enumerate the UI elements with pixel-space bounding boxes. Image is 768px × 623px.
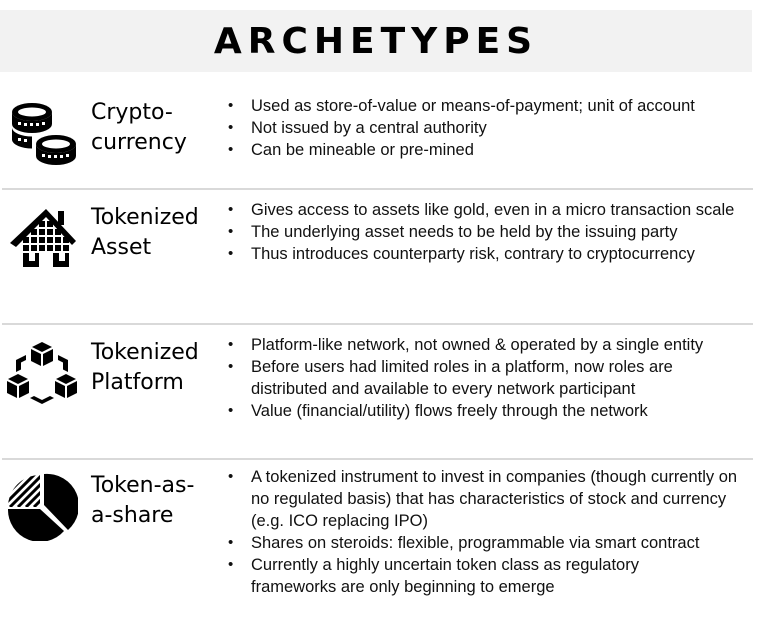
- cube-network-icon: [6, 336, 78, 408]
- bullet-item: • The underlying asset needs to be held by the issuing party: [228, 221, 768, 243]
- coins-stack-icon: [6, 98, 78, 170]
- archetype-title: [91, 471, 194, 531]
- bullet-item: • Not issued by a central authority: [228, 117, 768, 139]
- bullet-list: [228, 466, 763, 598]
- divider: [2, 188, 753, 190]
- title-line-1: Token-as-: [91, 473, 195, 498]
- page-title: ARCHETYPES: [213, 20, 539, 62]
- bullet-item: • Value (financial/utility) flows freely through the network: [228, 400, 738, 422]
- title-line-1: Tokenized: [91, 205, 199, 230]
- tokenized-house-icon: [6, 203, 78, 275]
- archetype-title: [91, 98, 187, 158]
- title-line-2: a-share: [91, 503, 174, 528]
- bullet-item: • A tokenized instrument to invest in companies (though currently on no regulated basis) that has characteristics of stock and currency (e.g. ICO replacing IPO): [228, 466, 763, 532]
- archetype-title: [91, 203, 199, 263]
- title-line-2: currency: [91, 130, 187, 155]
- title-line-2: Asset: [91, 235, 152, 260]
- bullet-list: [228, 95, 768, 161]
- archetype-title: [91, 338, 199, 398]
- archetype-token-as-a-share: [0, 465, 768, 623]
- header-banner: [0, 10, 752, 72]
- bullet-item: • Currently a highly uncertain token class as regulatory frameworks are only beginning to emerge: [228, 554, 763, 598]
- archetype-tokenized-asset: [0, 195, 768, 323]
- archetype-cryptocurrency: [0, 90, 768, 188]
- archetype-tokenized-platform: [0, 330, 768, 458]
- bullet-item: • Thus introduces counterparty risk, contrary to cryptocurrency: [228, 243, 768, 265]
- bullet-list: [228, 199, 768, 265]
- bullet-item: • Used as store-of-value or means-of-payment; unit of account: [228, 95, 768, 117]
- bullet-item: • Can be mineable or pre-mined: [228, 139, 768, 161]
- title-line-1: Crypto-: [91, 100, 173, 125]
- divider: [2, 458, 753, 460]
- divider: [2, 323, 753, 325]
- bullet-item: • Before users had limited roles in a platform, now roles are distributed and available to every network participant: [228, 356, 738, 400]
- bullet-item: • Gives access to assets like gold, even in a micro transaction scale: [228, 199, 768, 221]
- bullet-item: • Shares on steroids: flexible, programmable via smart contract: [228, 532, 763, 554]
- title-line-2: Platform: [91, 370, 184, 395]
- bullet-list: [228, 334, 738, 422]
- title-line-1: Tokenized: [91, 340, 199, 365]
- pie-chart-icon: [6, 469, 78, 541]
- bullet-item: • Platform-like network, not owned & operated by a single entity: [228, 334, 738, 356]
